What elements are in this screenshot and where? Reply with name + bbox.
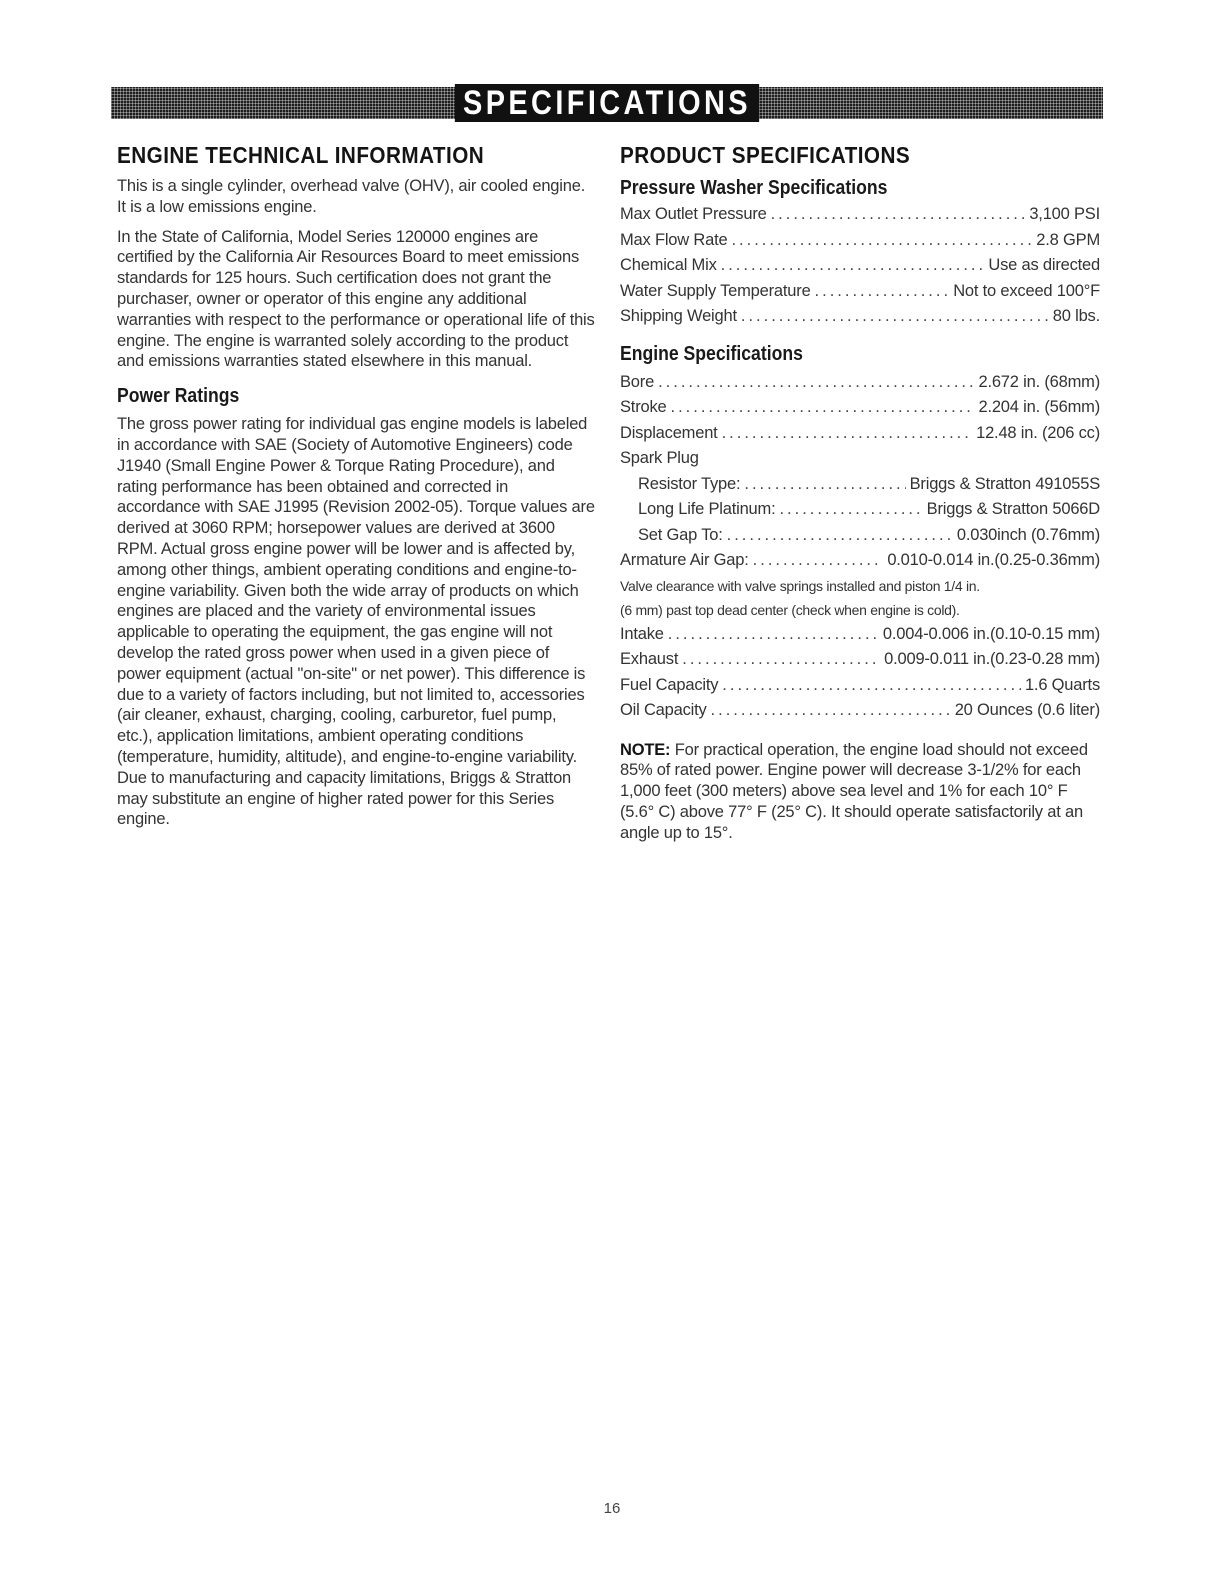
engine-spec-list — [620, 370, 1100, 447]
product-specifications-heading: PRODUCT SPECIFICATIONS — [620, 142, 911, 168]
spec-label: Armature Air Gap: — [620, 551, 749, 569]
armature-spec-list — [620, 548, 1100, 574]
power-ratings-paragraph: The gross power rating for individual gas engine models is labeled in accordance with SAE (Society of Automotive Engineers) code J1940 (Small Engine Power & Torque Rating Procedure), and rating performance has been obtained and corrected in accordance with SAE J1995 (Revision 2002-05). Torque values are derived at 3060 RPM; horsepower values are derived at 3600 RPM. Actual gross engine power will be lower and is affected by, among other things, ambient operating conditions and engine-to-engine variability. Given both the wide array of products on which engines are placed and the variety of environmental issues applicable to operating the equipment, the gas engine will not develop the rated gross power when used in a given piece of power equipment (actual "on-site" or net power). This difference is due to a variety of factors including, but not limited to, accessories (air cleaner, exhaust, charging, cooling, carburetor, fuel pump, etc.), application limitations, ambient operating conditions (temperature, humidity, altitude), and engine-to-engine variability. Due to manufacturing and capacity limitations, Briggs & Stratton may substitute an engine of higher rated power for this Series engine. — [117, 415, 595, 829]
spec-label: Oil Capacity — [620, 701, 707, 719]
spark-plug-label: Spark Plug — [620, 449, 699, 467]
dot-leader — [722, 673, 1021, 699]
dot-leader — [671, 395, 975, 421]
spec-label: Bore — [620, 372, 655, 391]
note-text: For practical operation, the engine load should not exceed 85% of rated power. Engine power will decrease 3-1/2% for each 1,000 feet (300 meters) above sea level and 1% for each 10° F (5.6° C) above 77° F (25° C). It should operate satisfactorily at an angle up to 15°. — [620, 740, 1088, 842]
spec-label: Shipping Weight — [620, 307, 737, 325]
spec-row — [620, 304, 1100, 330]
spec-row — [638, 497, 1100, 523]
spec-row — [620, 421, 1100, 447]
spec-label: Resistor Type: — [638, 474, 741, 493]
spec-row — [620, 673, 1100, 699]
spec-label: Exhaust — [620, 650, 679, 668]
dot-leader — [731, 228, 1032, 254]
spec-row — [620, 698, 1100, 724]
pressure-washer-spec-list — [620, 202, 1100, 330]
valve-clearance-line-1: Valve clearance with valve springs installed and piston 1/4 in. — [620, 577, 980, 594]
note-label: NOTE: — [620, 740, 671, 759]
spec-row — [620, 370, 1100, 396]
dot-leader — [711, 698, 951, 724]
spec-row — [620, 253, 1100, 279]
spec-row — [620, 279, 1100, 305]
dot-leader — [744, 472, 905, 498]
spec-value: 20 Ounces (0.6 liter) — [954, 701, 1100, 719]
spec-label: Max Flow Rate — [620, 230, 728, 249]
dot-leader — [668, 622, 879, 648]
dot-leader — [753, 548, 884, 574]
spec-row — [620, 228, 1100, 254]
valve-clearance-line-2: (6 mm) past top dead center (check when engine is cold). — [620, 601, 960, 618]
spec-label: Displacement — [620, 423, 718, 442]
spec-row — [620, 395, 1100, 421]
right-column — [620, 142, 1100, 843]
dot-leader — [779, 497, 922, 523]
spec-row — [638, 523, 1100, 549]
banner-title: SPECIFICATIONS — [455, 84, 760, 122]
dot-leader — [771, 202, 1026, 228]
spec-value: 0.030inch (0.76mm) — [956, 525, 1100, 544]
spec-value: 0.009-0.011 in.(0.23-0.28 mm) — [884, 650, 1100, 668]
spec-row — [620, 622, 1100, 648]
power-ratings-heading: Power Ratings — [117, 385, 240, 408]
engine-technical-heading: ENGINE TECHNICAL INFORMATION — [117, 142, 485, 168]
pressure-washer-spec-heading: Pressure Washer Specifications — [620, 177, 888, 199]
dot-leader — [721, 253, 985, 279]
spec-label: Intake — [620, 624, 664, 643]
spec-row — [620, 202, 1100, 228]
specifications-banner — [111, 84, 1103, 122]
spec-value: 80 lbs. — [1052, 307, 1100, 325]
spec-label: Stroke — [620, 398, 667, 416]
spec-label: Long Life Platinum: — [638, 500, 776, 518]
spec-label: Water Supply Temperature — [620, 281, 811, 300]
spec-value: 0.004-0.006 in.(0.10-0.15 mm) — [882, 624, 1100, 643]
spec-value: Use as directed — [988, 256, 1100, 274]
dot-leader — [658, 370, 974, 396]
spec-value: 0.010-0.014 in.(0.25-0.36mm) — [887, 551, 1100, 569]
dot-leader — [741, 304, 1049, 330]
dot-leader — [682, 647, 880, 673]
spec-row — [620, 647, 1100, 673]
spec-label: Set Gap To: — [638, 525, 723, 544]
spec-label: Max Outlet Pressure — [620, 205, 767, 223]
spec-label: Chemical Mix — [620, 256, 717, 274]
spec-value: 2.8 GPM — [1036, 230, 1100, 249]
spec-value: Briggs & Stratton 491055S — [909, 474, 1100, 493]
spec-value: 2.204 in. (56mm) — [978, 398, 1100, 416]
dot-leader — [815, 279, 950, 305]
spec-label: Fuel Capacity — [620, 675, 719, 694]
spec-value: Briggs & Stratton 5066D — [926, 500, 1100, 518]
spec-value: 3,100 PSI — [1029, 205, 1100, 223]
spec-value: Not to exceed 100°F — [953, 281, 1100, 300]
spec-value: 1.6 Quarts — [1024, 675, 1100, 694]
spec-value: 12.48 in. (206 cc) — [976, 423, 1100, 442]
page-number: 16 — [603, 1500, 621, 1517]
spec-row — [638, 472, 1100, 498]
left-column — [117, 142, 595, 839]
valve-spec-list — [620, 622, 1100, 724]
note-paragraph — [620, 740, 1100, 844]
spec-value: 2.672 in. (68mm) — [978, 372, 1100, 391]
engine-intro-paragraph: This is a single cylinder, overhead valve (OHV), air cooled engine. It is a low emissions engine. — [117, 177, 586, 216]
california-paragraph: In the State of California, Model Series 120000 engines are certified by the California Air Resources Board to meet emissions standards for 125 hours. Such certification does not grant the purchaser, owner or operator of this engine any additional warranties with respect to the performance or operational life of this engine. The engine is warranted solely according to the product and emissions warranties stated elsewhere in this manual. — [117, 227, 595, 371]
engine-spec-heading: Engine Specifications — [620, 342, 803, 365]
dot-leader — [727, 523, 953, 549]
spark-plug-spec-list — [620, 472, 1100, 549]
spec-row — [620, 548, 1100, 574]
dot-leader — [722, 421, 973, 447]
